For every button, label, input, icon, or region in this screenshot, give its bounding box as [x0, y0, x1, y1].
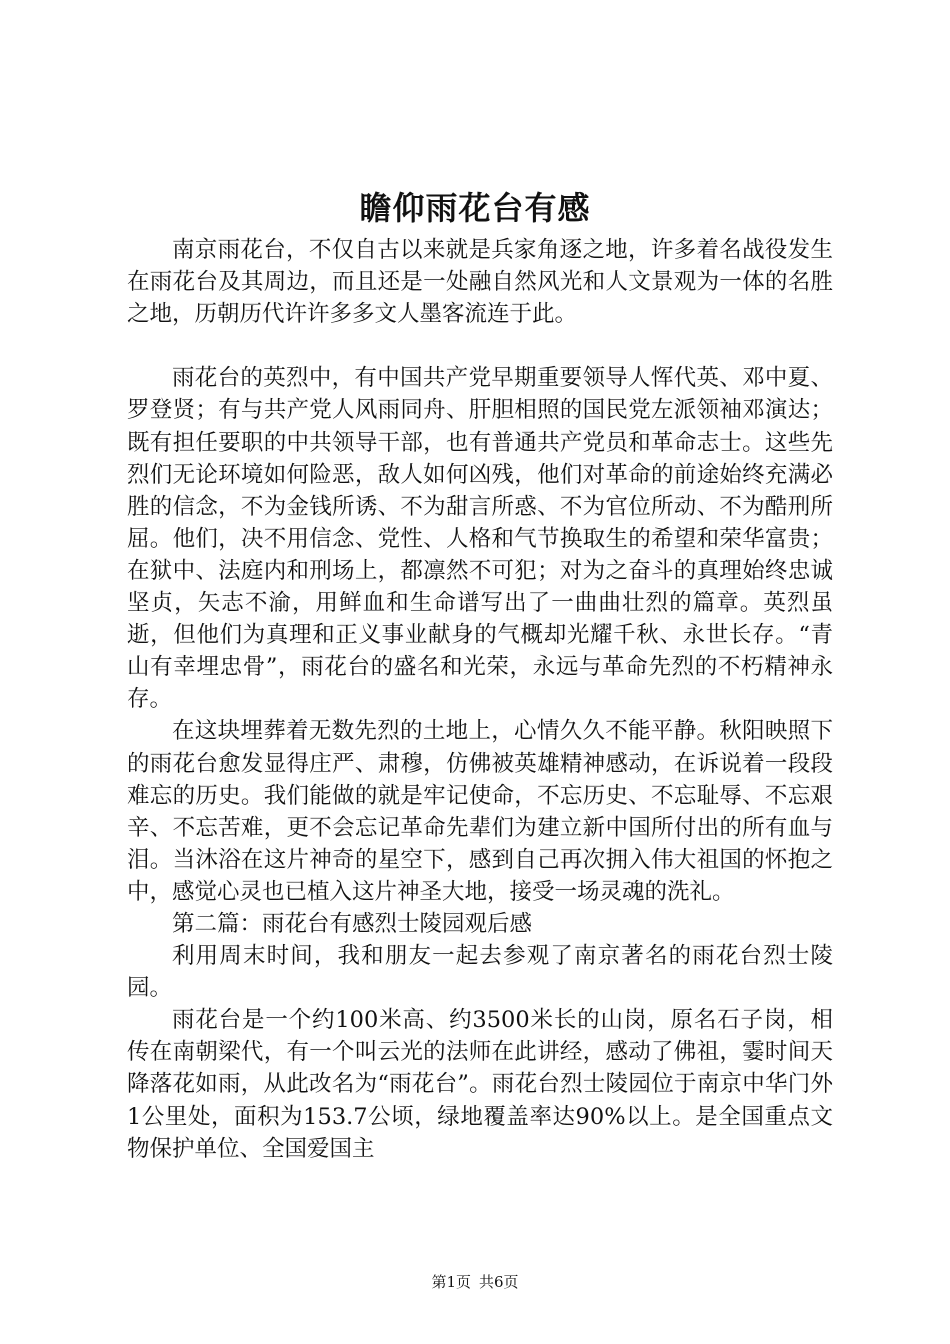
- paragraph-reflection: 在这块埋葬着无数先烈的土地上，心情久久不能平静。秋阳映照下的雨花台愈发显得庄严、肃穆，仿佛被英雄精神感动，在诉说着一段段难忘的历史。我们能做的就是牢记使命，不忘历史、不忘耻辱、不忘艰辛、不忘苦难，更不会忘记革命先辈们为建立新中国所付出的所有血与泪。当沐浴在这片神奇的星空下，感到自己再次拥入伟大祖国的怀抱之中，感觉心灵也已植入这片神圣大地，接受一场灵魂的洗礼。: [127, 718, 833, 905]
- section-heading: 第二篇：雨花台有感烈士陵园观后感: [172, 910, 533, 937]
- page-total: 共6页: [479, 1273, 519, 1291]
- paragraph-intro: 南京雨花台，不仅自古以来就是兵家角逐之地，许多着名战役发生在雨花台及其周边，而且还是一处融自然风光和人文景观为一体的名胜之地，历朝历代许许多多文人墨客流连于此。: [127, 237, 833, 328]
- paragraph-spacer: [127, 330, 833, 362]
- paragraph-martyrs: 雨花台的英烈中，有中国共产党早期重要领导人恽代英、邓中夏、罗登贤；有与共产党人风雨同舟、肝胆相照的国民党左派领袖邓演达；既有担任要职的中共领导干部，也有普通共产党员和革命志士。这些先烈们无论环境如何险恶，敌人如何凶残，他们对革命的前途始终充满必胜的信念，不为金钱所诱、不为甜言所惑、不为官位所动、不为酷刑所屈。他们，决不用信念、党性、人格和气节换取生的希望和荣华富贵；在狱中、法庭内和刑场上，都凛然不可犯；对为之奋斗的真理始终忠诚坚贞，矢志不渝，用鲜血和生命谱写出了一曲曲壮烈的篇章。英烈虽逝，但他们为真理和正义事业献身的气概却光耀千秋、永世长存。“青山有幸埋忠骨”，雨花台的盛名和光荣，永远与革命先烈的不朽精神永存。: [127, 365, 833, 713]
- document-body: [127, 234, 833, 1165]
- paragraph-history: 雨花台是一个约100米高、约3500米长的山岗，原名石子岗，相传在南朝梁代，有一个叫云光的法师在此讲经，感动了佛祖，霎时间天降落花如雨，从此改名为“雨花台”。雨花台烈士陵园位于南京中华门外1公里处，面积为153.7公顷，绿地覆盖率达90%以上。是全国重点文物保护单位、全国爱国主: [127, 1007, 833, 1162]
- page-footer: [0, 1272, 950, 1292]
- document-title: 瞻仰雨花台有感: [359, 189, 591, 227]
- paragraph-visit: 利用周末时间，我和朋友一起去参观了南京著名的雨花台烈士陵园。: [127, 943, 833, 1002]
- page-number: 第1页: [431, 1273, 471, 1291]
